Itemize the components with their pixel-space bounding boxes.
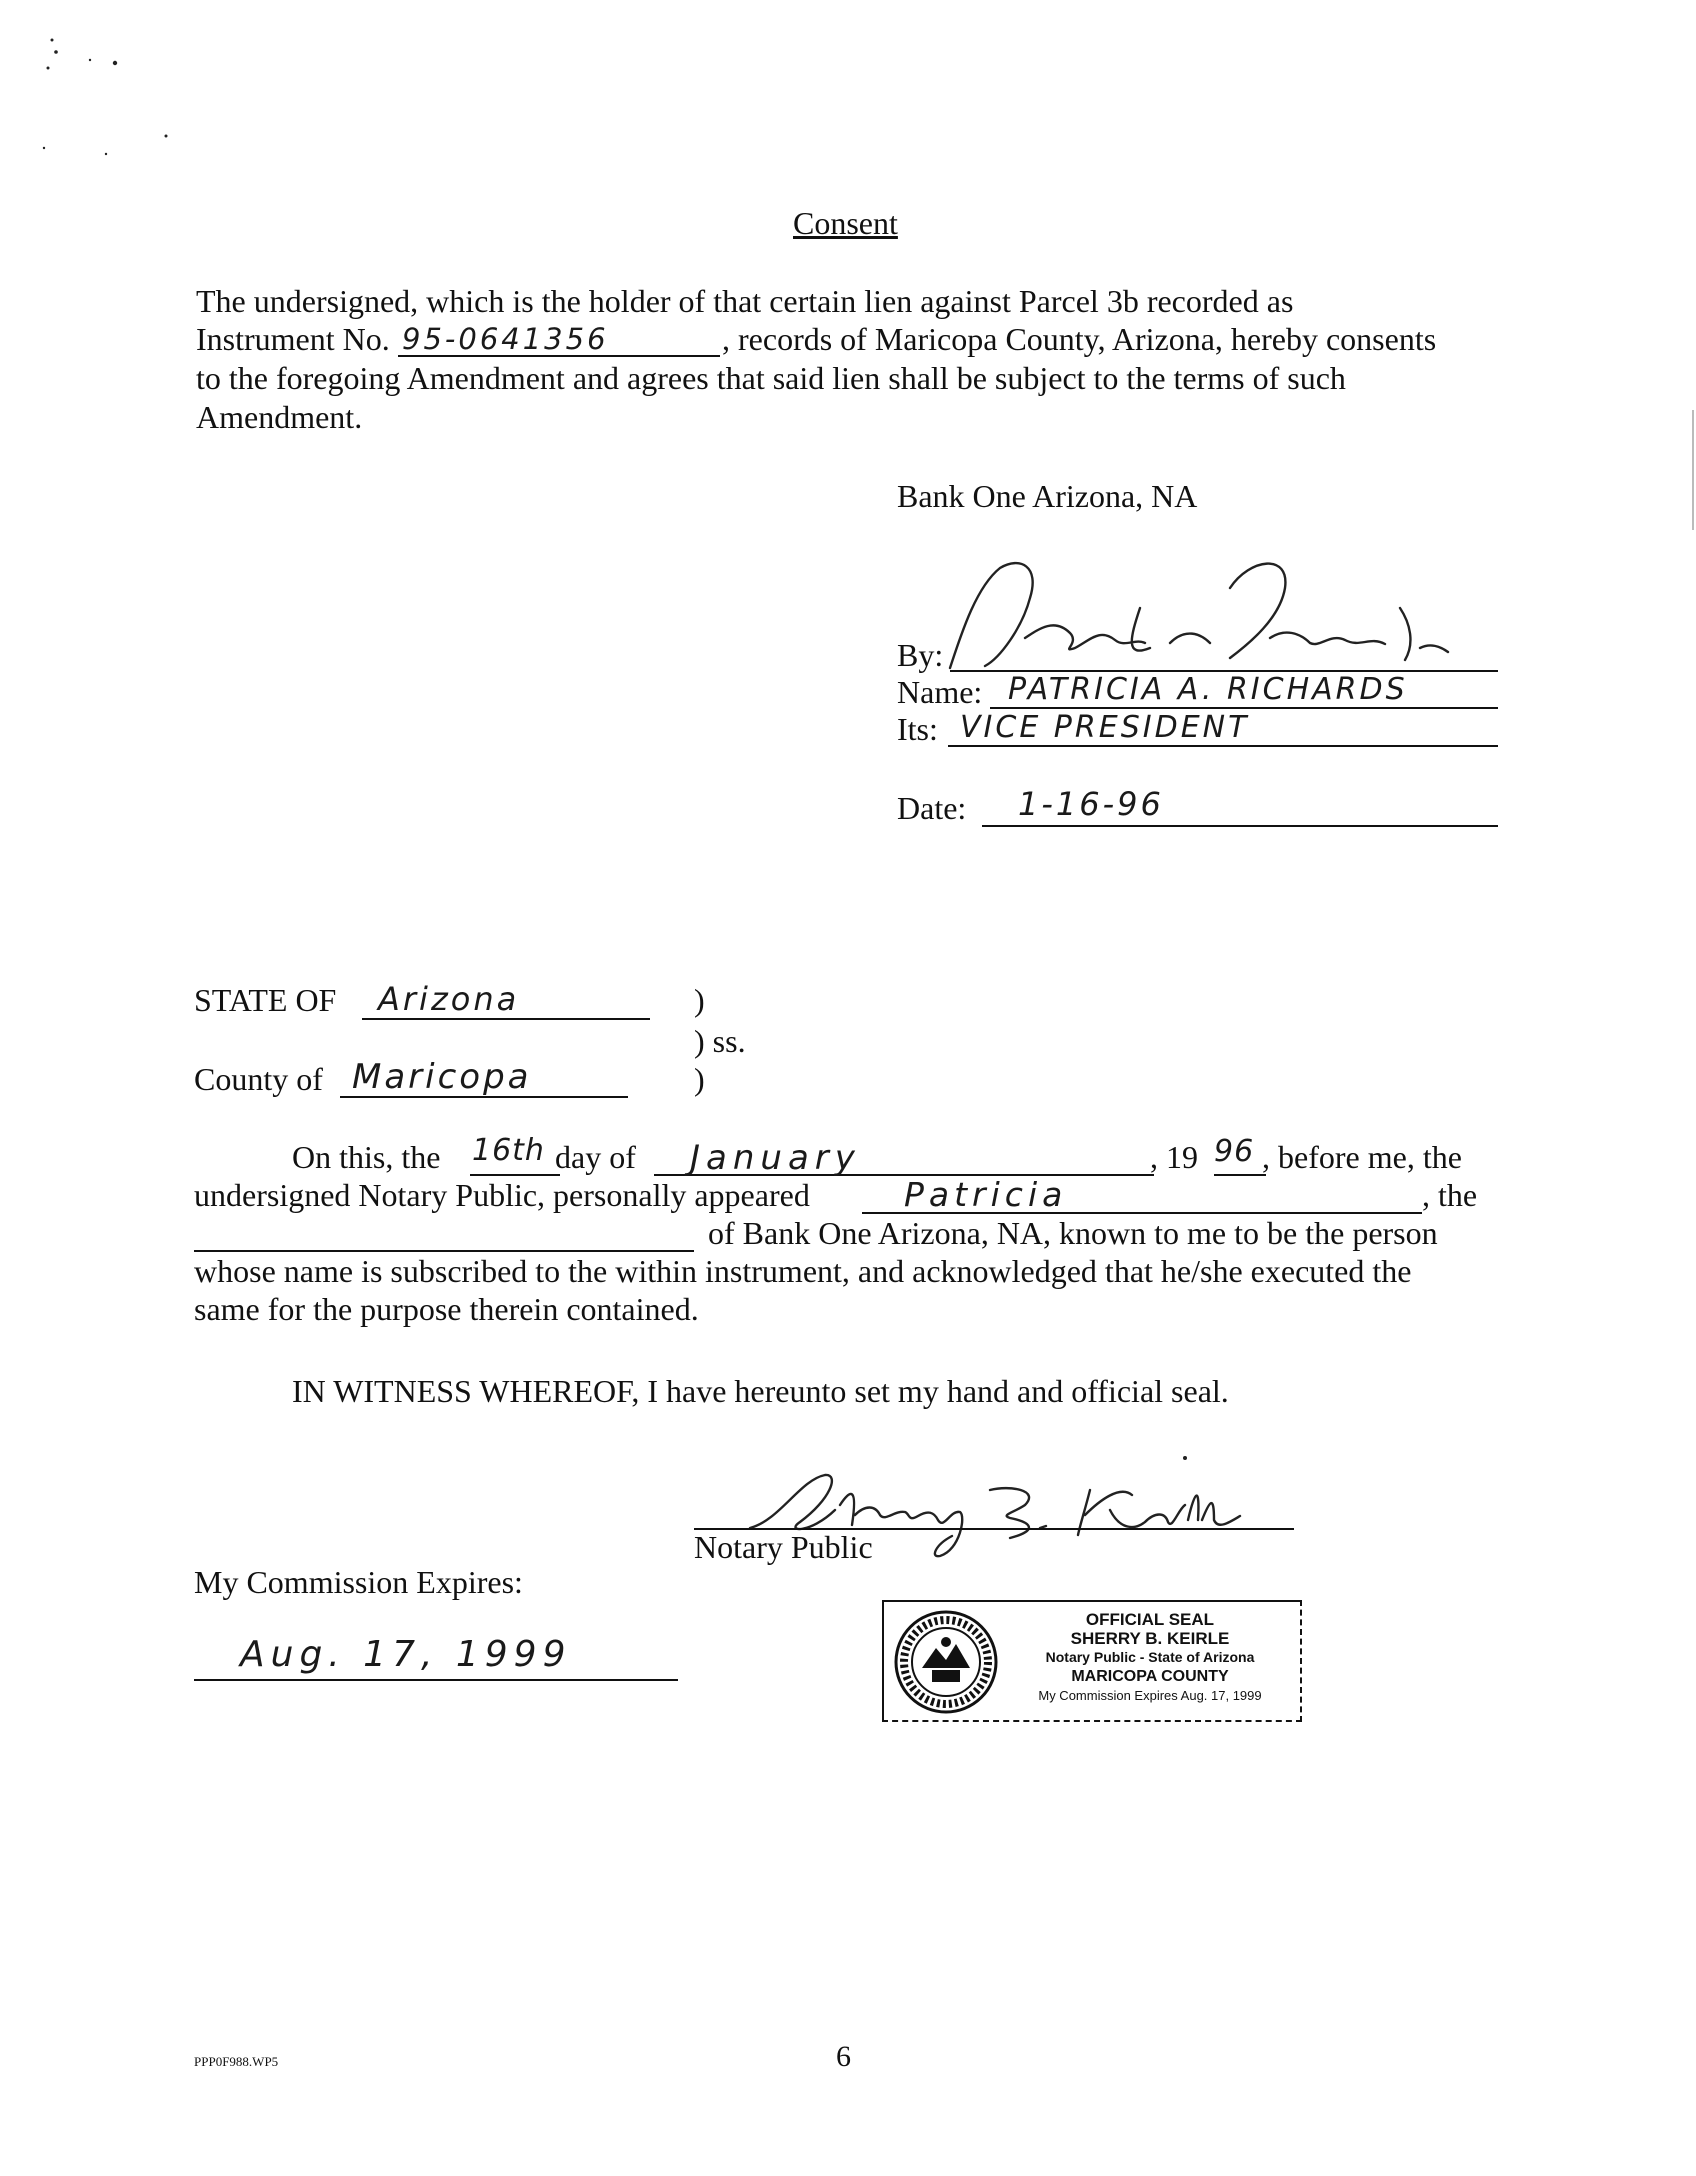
consent-line-3: to the foregoing Amendment and agrees that said lien shall be subject to the terms of such [196,360,1346,396]
paren-3: ) [694,1061,705,1097]
by-label: By: [897,637,944,673]
seal-text-block [1002,1610,1298,1705]
instrument-suffix: , records of Maricopa County, Arizona, hereby consents [722,321,1437,357]
its-label: Its: [897,711,938,747]
state-seal-emblem [892,1608,1000,1716]
date-underline [982,825,1498,827]
ack-line-5: same for the purpose therein contained. [194,1291,699,1327]
signatory-signature [930,548,1460,676]
county-label: County of [194,1061,323,1097]
witness-statement: IN WITNESS WHEREOF, I have hereunto set my hand and official seal. [292,1373,1229,1409]
scan-specks [30,30,230,170]
name-label: Name: [897,674,983,710]
its-value-handwritten: VICE PRESIDENT [960,710,1250,745]
page-number: 6 [836,2040,851,2073]
year-underline [1214,1174,1266,1176]
commission-underline [194,1679,678,1681]
name-underline [990,707,1498,709]
footer-file-code: PPP0F988.WP5 [194,2054,279,2069]
ack-line-4: whose name is subscribed to the within instrument, and acknowledged that he/she executed the [194,1253,1412,1289]
state-value-handwritten: Arizona [378,980,520,1018]
ack-line-3-suffix: of Bank One Arizona, NA, known to me to be the person [708,1215,1438,1251]
paren-1: ) [694,982,705,1018]
consent-line-1: The undersigned, which is the holder of that certain lien against Parcel 3b recorded as [196,283,1294,319]
ack-the: , the [1422,1177,1478,1213]
bank-name: Bank One Arizona, NA [897,478,1198,514]
seal-line-4: MARICOPA COUNTY [1071,1668,1229,1685]
ack-day-of: day of [555,1139,636,1175]
state-label: STATE OF [194,982,337,1018]
ss-marker: ) ss. [694,1023,746,1059]
consent-line-4: Amendment. [196,399,363,435]
instrument-prefix: Instrument No. [196,321,390,357]
date-label: Date: [897,790,967,826]
seal-line-5: My Commission Expires Aug. 17, 1999 [1038,1688,1262,1703]
commission-expires-label: My Commission Expires: [194,1564,523,1600]
appeared-value-handwritten: Patricia [904,1175,1068,1214]
notary-public-label: Notary Public [694,1529,873,1565]
ack-on-this: On this, the [292,1139,441,1175]
seal-line-2: SHERRY B. KEIRLE [1070,1629,1230,1648]
county-value-handwritten: Maricopa [352,1057,532,1097]
ack-line-2-prefix: undersigned Notary Public, personally appeared [194,1177,810,1213]
commission-value-handwritten: Aug. 17, 1999 [240,1634,572,1675]
scan-edge-artifact [1692,410,1694,530]
instrument-number-handwritten: 95-0641356 [402,322,609,356]
date-value-handwritten: 1-16-96 [1018,785,1164,823]
month-value-handwritten: January [690,1138,861,1178]
seal-line-1: OFFICIAL SEAL [1085,1610,1215,1629]
document-title: Consent [793,205,898,241]
official-seal-stamp [882,1600,1302,1722]
its-underline [948,745,1498,747]
ack-year-prefix: , 19 [1150,1139,1198,1175]
seal-line-3: Notary Public - State of Arizona [1045,1649,1255,1665]
day-value-handwritten: 16th [472,1133,545,1168]
name-value-handwritten: PATRICIA A. RICHARDS [1008,672,1408,707]
state-underline [362,1018,650,1020]
year-value-handwritten: 96 [1214,1134,1255,1169]
ack-before-me: , before me, the [1262,1139,1462,1175]
